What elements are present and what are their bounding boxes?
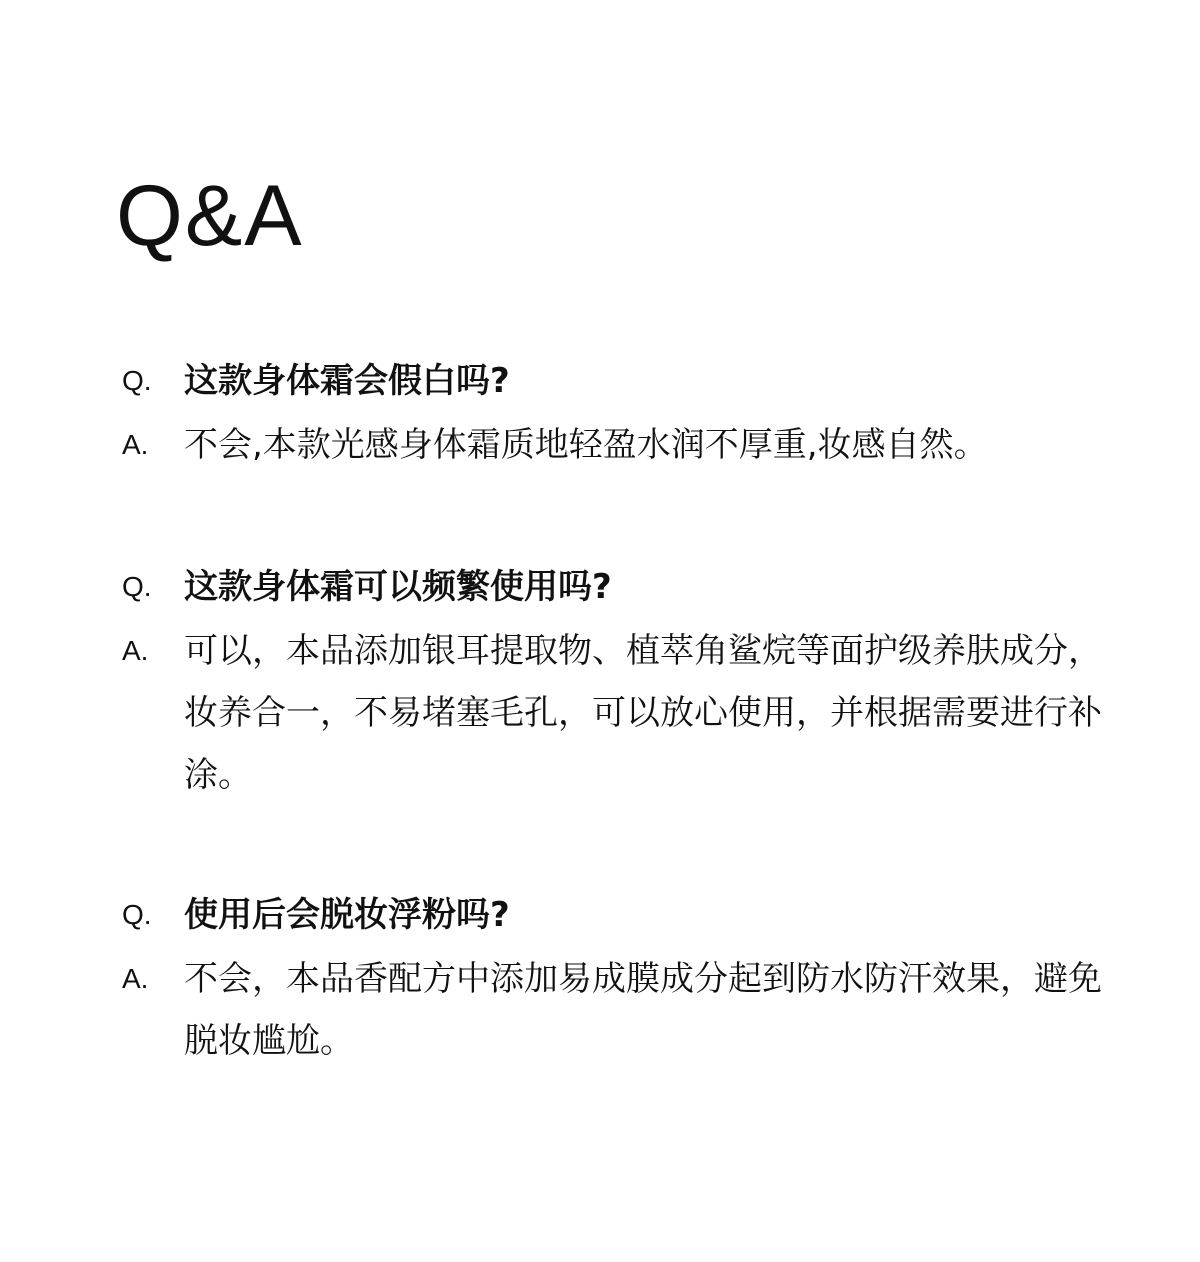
faq-item-1 [122,350,1112,476]
page-title: Q&A [116,168,304,264]
question-marker: Q. [122,365,152,396]
answer-marker: A. [122,963,149,994]
answer-row [122,414,1112,476]
question-text: 使用后会脱妆浮粉吗? [184,895,510,935]
question-row [122,556,1112,618]
question-row [122,350,1112,412]
answer-text: 不会,本款光感身体霜质地轻盈水润不厚重,妆感自然。 [184,425,988,465]
answer-text: 可以，本品添加银耳提取物、植萃角鲨烷等面护级养肤成分，妆养合一，不易堵塞毛孔，可以放心使用，并根据需要进行补涂。 [184,631,1102,795]
answer-text: 不会，本品香配方中添加易成膜成分起到防水防汗效果，避免脱妆尴尬。 [184,959,1102,1061]
answer-row [122,948,1112,1072]
answer-marker: A. [122,635,149,666]
faq-item-2 [122,556,1112,806]
question-marker: Q. [122,899,152,930]
question-text: 这款身体霜会假白吗? [184,361,510,401]
answer-marker: A. [122,429,149,460]
question-marker: Q. [122,571,152,602]
question-row [122,884,1112,946]
faq-item-3 [122,884,1112,1072]
answer-row [122,620,1112,806]
question-text: 这款身体霜可以频繁使用吗? [184,567,612,607]
